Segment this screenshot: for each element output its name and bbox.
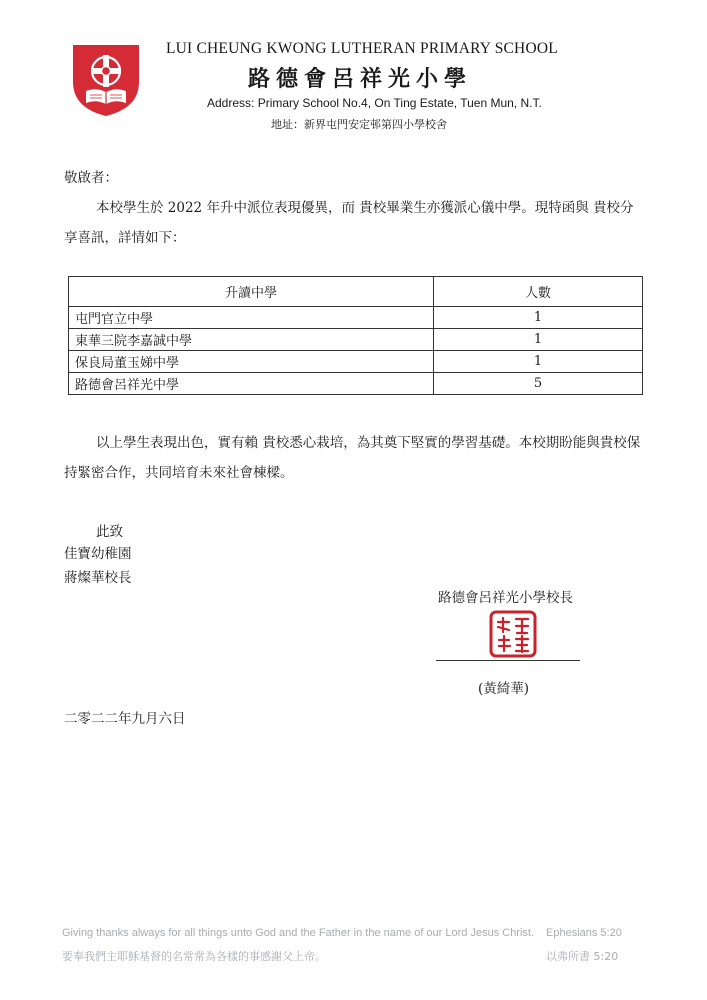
paragraph-thanks: 以上學生表現出色，實有賴 貴校悉心栽培，為其奠下堅實的學習基礎。本校期盼能與貴校保持緊密合作，共同培育未來社會棟樑。 bbox=[64, 435, 641, 481]
closing-word: 此致 bbox=[96, 524, 123, 540]
signer-title: 路德會呂祥光小學校長 bbox=[438, 590, 573, 606]
school-crest-logo bbox=[70, 42, 142, 118]
recipient-org: 佳寶幼稚園 bbox=[64, 546, 132, 562]
table-header-row bbox=[69, 277, 643, 307]
footer-ref-zh: 以弗所書 5:20 bbox=[546, 950, 619, 963]
signer-name: (黃綺華) bbox=[478, 681, 530, 697]
results-table bbox=[68, 276, 643, 395]
count-cell: 1 bbox=[434, 351, 643, 373]
paragraph-intro: 本校學生於 2022 年升中派位表現優異，而 貴校畢業生亦獲派心儀中學。現特函與 貴校分享喜訊，詳情如下： bbox=[64, 200, 634, 246]
table-row bbox=[69, 329, 643, 351]
school-name-zh: 路德會呂祥光小學 bbox=[248, 67, 473, 92]
count-cell: 1 bbox=[434, 307, 643, 329]
footer-verse-zh: 要奉我們主耶穌基督的名常常為各樣的事感謝父上帝。 bbox=[62, 950, 326, 963]
recipient-person: 蔣燦華校長 bbox=[64, 570, 132, 586]
header-school: 升讀中學 bbox=[69, 277, 434, 307]
footer-verse-en: Giving thanks always for all things unto God and the Father in the name of our Lord Jesus Christ. bbox=[62, 927, 535, 939]
table-row bbox=[69, 351, 643, 373]
header-count: 人數 bbox=[434, 277, 643, 307]
salutation: 敬啟者： bbox=[64, 170, 118, 186]
school-cell: 路德會呂祥光中學 bbox=[69, 373, 434, 395]
table-row bbox=[69, 307, 643, 329]
school-cell: 保良局董玉娣中學 bbox=[69, 351, 434, 373]
school-name-en: LUI CHEUNG KWONG LUTHERAN PRIMARY SCHOOL bbox=[166, 40, 558, 57]
address-en: Address: Primary School No.4, On Ting Estate, Tuen Mun, N.T. bbox=[207, 96, 542, 110]
table-row bbox=[69, 373, 643, 395]
school-cell: 屯門官立中學 bbox=[69, 307, 434, 329]
address-zh: 地址：新界屯門安定邨第四小學校舍 bbox=[271, 118, 447, 131]
count-cell: 1 bbox=[434, 329, 643, 351]
count-cell: 5 bbox=[434, 373, 643, 395]
school-cell: 東華三院李嘉誠中學 bbox=[69, 329, 434, 351]
signature-line bbox=[436, 660, 580, 661]
letter-date: 二零二二年九月六日 bbox=[64, 711, 186, 727]
principal-seal-stamp bbox=[489, 610, 537, 658]
footer-ref-en: Ephesians 5:20 bbox=[546, 927, 622, 939]
